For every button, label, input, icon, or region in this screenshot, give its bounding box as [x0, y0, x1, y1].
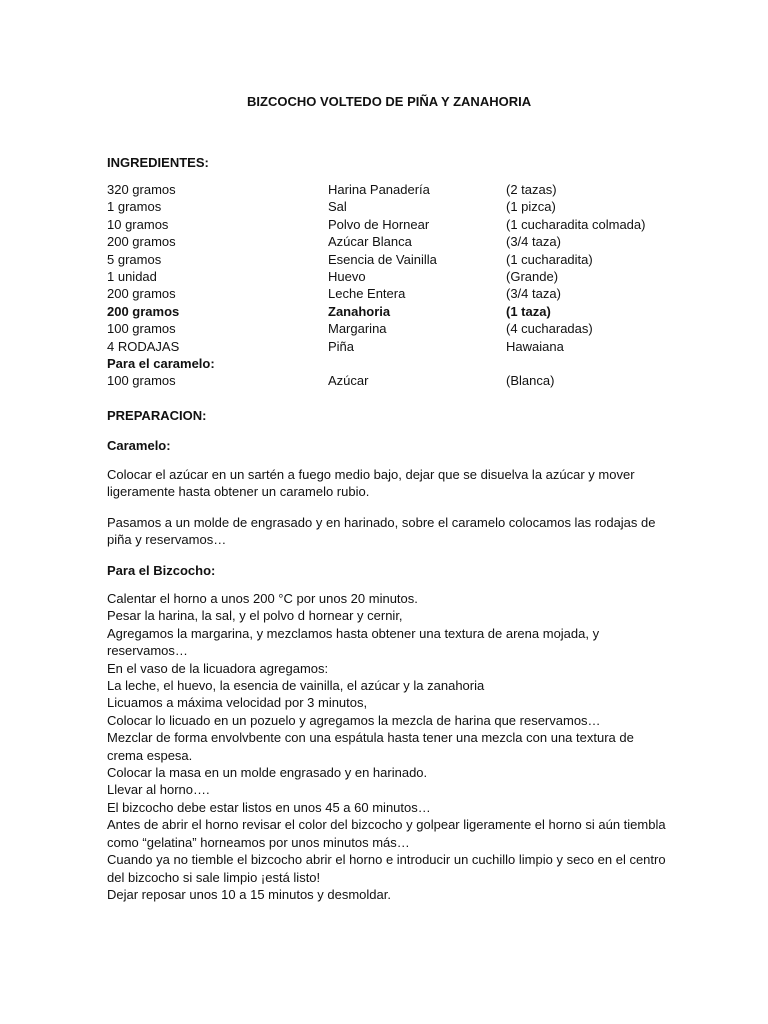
ingredient-quantity: 4 RODAJAS: [107, 338, 180, 354]
ingredient-quantity: Para el caramelo:: [107, 355, 215, 371]
step-line: Dejar reposar unos 10 a 15 minutos y desmoldar.: [107, 886, 391, 902]
ingredient-note: (1 cucharadita): [506, 251, 593, 267]
preparation-heading: PREPARACION:: [107, 408, 207, 423]
ingredient-note: (1 taza): [506, 303, 551, 319]
ingredient-row: [107, 268, 677, 285]
ingredient-row: [107, 285, 677, 302]
ingredient-quantity: 100 gramos: [107, 321, 176, 337]
step-line: El bizcocho debe estar listos en unos 45 a 60 minutos…: [107, 799, 431, 815]
ingredient-quantity: 10 gramos: [107, 216, 169, 232]
caramel-heading: Caramelo:: [107, 438, 171, 453]
ingredient-name: Margarina: [328, 321, 387, 337]
ingredient-note: (1 cucharadita colmada): [506, 216, 646, 232]
ingredient-row: [107, 303, 677, 320]
step-line: Cuando ya no tiemble el bizcocho abrir el horno e introducir un cuchillo limpio y seco en el centro del bizcocho si sale limpio ¡está listo!: [107, 852, 666, 885]
ingredient-name: Azúcar: [328, 373, 369, 389]
step-line: La leche, el huevo, la esencia de vainilla, el azúcar y la zanahoria: [107, 678, 485, 694]
ingredient-name: Piña: [328, 338, 355, 354]
ingredient-name: Leche Entera: [328, 286, 406, 302]
ingredient-note: (2 tazas): [506, 182, 557, 197]
caramel-paragraph-2: Pasamos a un molde de engrasado y en harinado, sobre el caramelo colocamos las rodajas de piña y reservamos…: [107, 515, 656, 548]
step-line: Calentar el horno a unos 200 °C por unos 20 minutos.: [107, 591, 418, 606]
ingredient-row: [107, 372, 677, 389]
ingredient-name: Zanahoria: [328, 303, 391, 319]
ingredient-name: Harina Panadería: [328, 182, 430, 197]
ingredient-name: Sal: [328, 199, 347, 215]
ingredient-note: (Grande): [506, 268, 559, 284]
ingredients-heading: INGREDIENTES:: [107, 155, 209, 170]
step-line: Colocar lo licuado en un pozuelo y agregamos la mezcla de harina que reservamos…: [107, 712, 601, 728]
ingredient-quantity: 200 gramos: [107, 234, 176, 250]
ingredient-row: [107, 251, 677, 268]
ingredient-row: [107, 181, 677, 198]
step-line: Llevar al horno….: [107, 782, 210, 798]
step-line: Pesar la harina, la sal, y el polvo d hornear y cernir,: [107, 608, 403, 624]
bizcocho-heading: Para el Bizcocho:: [107, 563, 216, 578]
step-line: Licuamos a máxima velocidad por 3 minutos,: [107, 695, 368, 711]
ingredient-quantity: 200 gramos: [107, 303, 180, 319]
ingredient-quantity: 1 unidad: [107, 268, 157, 284]
step-line: Agregamos la margarina, y mezclamos hasta obtener una textura de arena mojada, y reservamos…: [107, 625, 600, 659]
ingredient-note: (Blanca): [506, 373, 555, 389]
step-line: Mezclar de forma envolvbente con una espátula hasta tener una mezcla con una textura de crema espesa.: [107, 730, 634, 763]
ingredient-quantity: 320 gramos: [107, 182, 176, 197]
ingredient-row: [107, 320, 677, 337]
caramel-paragraph-1: Colocar el azúcar en un sartén a fuego medio bajo, dejar que se disuelva la azúcar y mover ligeramente hasta obtener un caramelo rubio.: [107, 467, 635, 500]
ingredient-name: Huevo: [328, 268, 366, 284]
ingredient-note: Hawaiana: [506, 338, 564, 354]
ingredient-name: Polvo de Hornear: [328, 216, 430, 232]
document-title: BIZCOCHO VOLTEDO DE PIÑA Y ZANAHORIA: [247, 94, 532, 109]
ingredient-row: [107, 338, 677, 355]
ingredient-note: (4 cucharadas): [506, 321, 593, 337]
ingredient-name: Esencia de Vainilla: [328, 251, 437, 267]
ingredient-row: [107, 355, 677, 372]
ingredient-row: [107, 198, 677, 215]
ingredient-note: (1 pizca): [506, 199, 556, 215]
ingredient-quantity: 200 gramos: [107, 286, 176, 302]
step-line: Colocar la masa en un molde engrasado y en harinado.: [107, 765, 428, 781]
ingredient-quantity: 5 gramos: [107, 251, 162, 267]
ingredient-note: [506, 355, 677, 372]
ingredients-table: [107, 181, 677, 390]
ingredient-row: [107, 233, 677, 250]
ingredient-note: (3/4 taza): [506, 286, 561, 302]
step-line: En el vaso de la licuadora agregamos:: [107, 660, 329, 676]
ingredient-quantity: 100 gramos: [107, 373, 176, 389]
ingredient-quantity: 1 gramos: [107, 199, 162, 215]
ingredient-row: [107, 216, 677, 233]
step-line: Antes de abrir el horno revisar el color del bizcocho y golpear ligeramente el horno si aún tiembla como “gelatina” horneamos por unos minutos más…: [107, 817, 666, 850]
ingredient-note: (3/4 taza): [506, 234, 561, 250]
bizcocho-steps: [107, 590, 667, 903]
ingredient-name: [328, 355, 506, 372]
ingredient-name: Azúcar Blanca: [328, 234, 412, 250]
